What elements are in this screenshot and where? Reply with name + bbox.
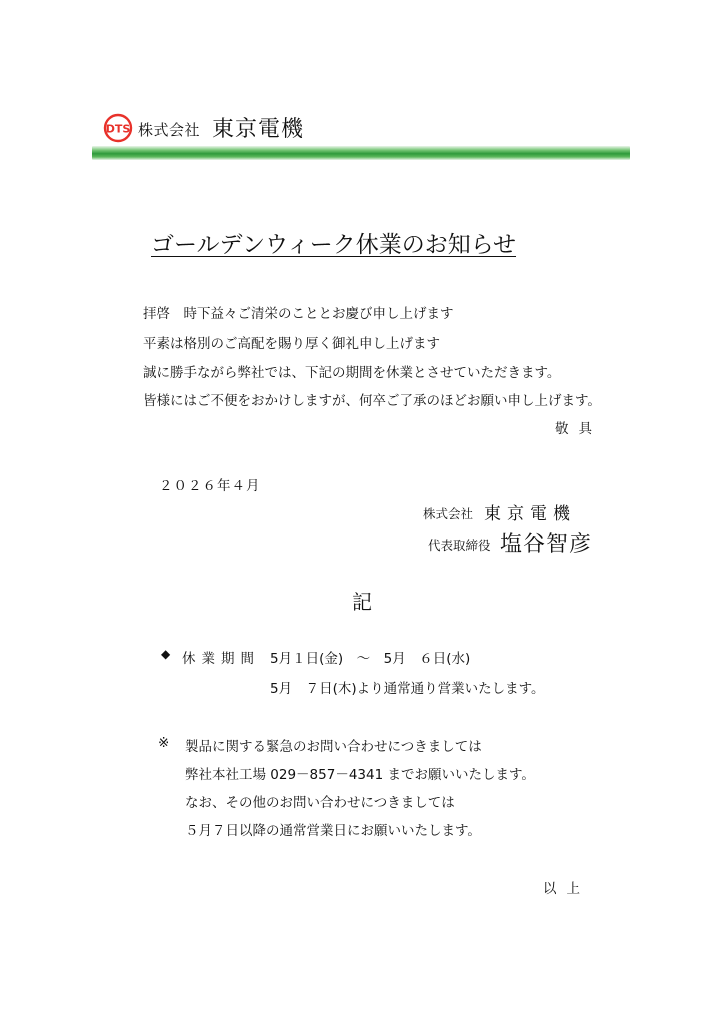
signature-rep-name: 塩谷智彦 (500, 532, 593, 557)
closure-period-value: 5月１日(金) ～ 5月 ６日(水) (270, 651, 471, 667)
header-divider-bar (92, 146, 630, 160)
header-company-name: 東京電機 (212, 117, 305, 142)
ki-heading: 記 (352, 590, 372, 614)
diamond-bullet-icon: ◆ (161, 647, 171, 661)
note-line-2: 弊社本社工場 029－857－4341 までお願いいたします。 (185, 767, 535, 783)
end-mark: 以上 (543, 881, 590, 897)
page-title: ゴールデンウィーク休業のお知らせ (151, 232, 517, 258)
company-logo-icon (103, 113, 133, 143)
greeting-line-1: 拝啓 時下益々ご清栄のこととお慶び申し上げます (143, 306, 454, 322)
header-company-type: 株式会社 (138, 121, 201, 139)
note-line-1: 製品に関する緊急のお問い合わせにつきましては (185, 739, 482, 755)
note-line-3: なお、その他のお問い合わせにつきましては (185, 795, 455, 811)
reopen-notice: 5月 ７日(木)より通常通り営業いたします。 (270, 681, 545, 697)
note-line-4: ５月７日以降の通常営業日にお願いいたします。 (185, 823, 481, 839)
reference-mark-icon: ※ (158, 735, 170, 751)
closure-period-label: 休業期間 (182, 651, 260, 667)
signature-company-type: 株式会社 (423, 506, 474, 521)
signature-company-name: 東京電機 (484, 504, 576, 524)
greeting-line-4: 皆様にはご不便をおかけしますが、何卒ご了承のほどお願い申し上げます。 (143, 393, 601, 409)
greeting-line-2: 平素は格別のご高配を賜り厚く御礼申し上げます (143, 336, 440, 352)
signature-rep-title: 代表取締役 (428, 538, 491, 553)
greeting-line-3: 誠に勝手ながら弊社では、下記の期間を休業とさせていただきます。 (143, 365, 561, 381)
logo-letters: DTS (105, 122, 131, 136)
closing-word: 敬具 (555, 421, 602, 437)
notice-date: ２０２６年４月 (159, 478, 261, 494)
